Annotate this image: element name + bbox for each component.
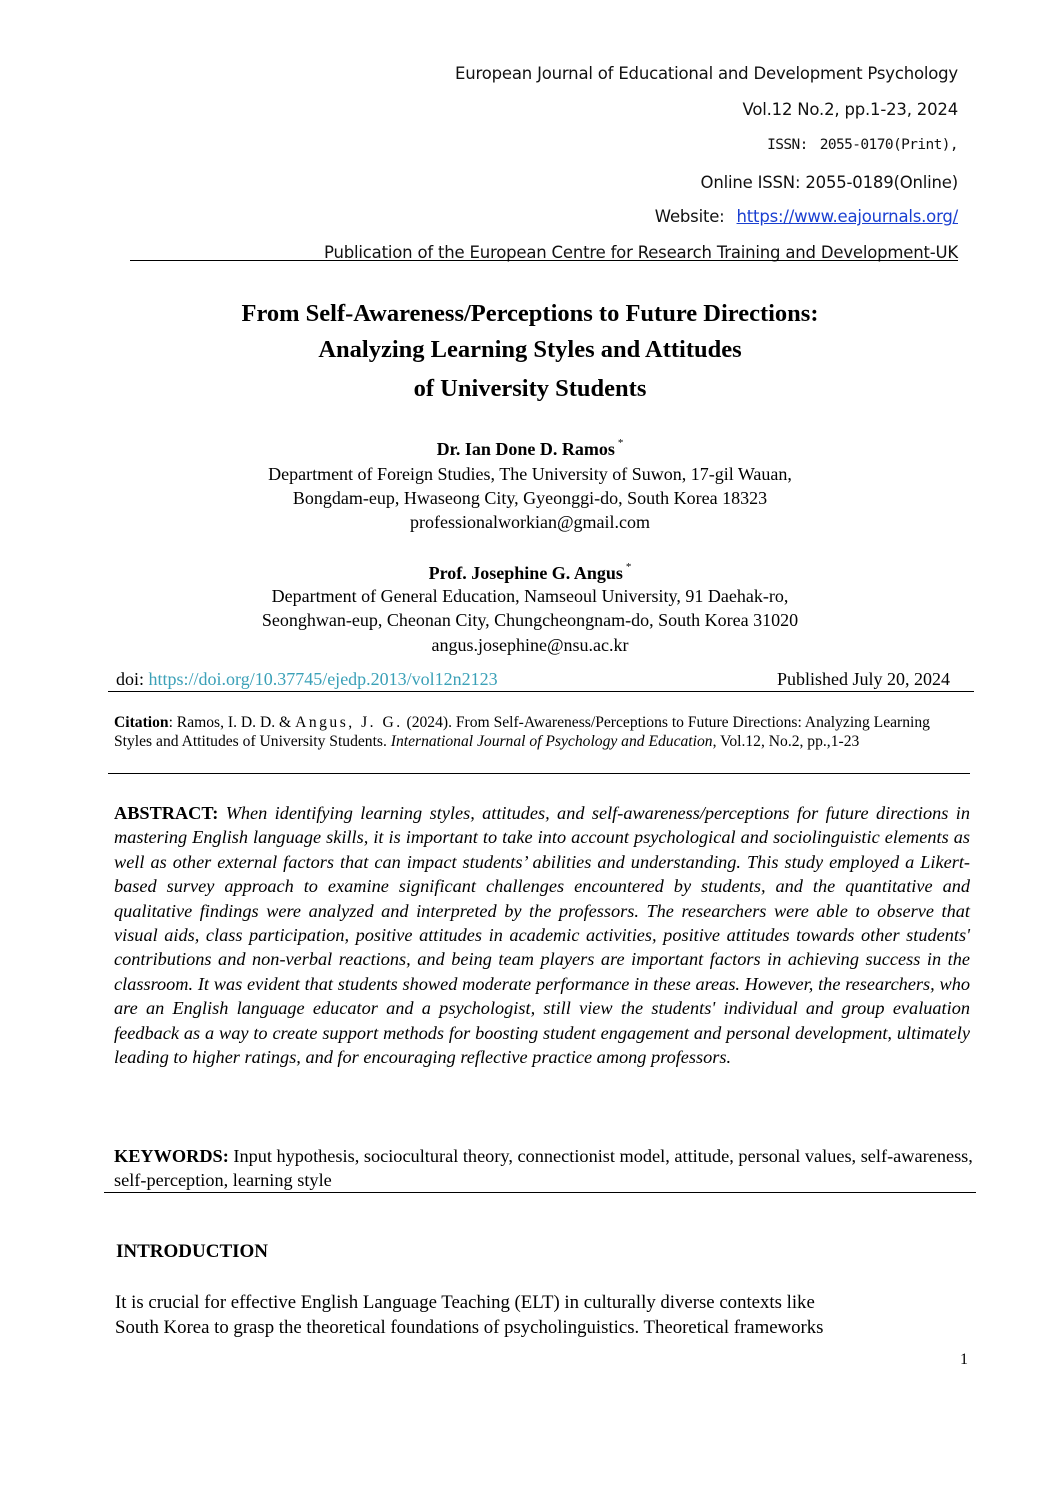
website-link[interactable]: https://www.eajournals.org/ — [736, 207, 958, 226]
issn-online: Online ISSN: 2055-0189(Online) — [700, 173, 958, 192]
website-label: Website: — [654, 207, 725, 226]
citation-journal: International Journal of Psychology and Education — [390, 733, 713, 750]
journal-volume: Vol.12 No.2, pp.1-23, 2024 — [742, 100, 958, 119]
issn-label: ISSN: — [767, 137, 808, 153]
author-1-affiliation-2: Bongdam-eup, Hwaseong City, Gyeonggi-do, South Korea 18323 — [292, 488, 768, 508]
issn-value: 2055-0170(Print), — [819, 137, 958, 153]
author-1-name: Dr. Ian Done D. Ramos — [436, 439, 615, 459]
keywords-divider — [104, 1192, 976, 1193]
citation-divider — [108, 773, 970, 774]
page-number: 1 — [960, 1351, 968, 1368]
journal-website — [655, 207, 958, 226]
paper-title-line-2: Analyzing Learning Styles and Attitudes — [318, 336, 742, 363]
author-2-name: Prof. Josephine G. Angus — [428, 563, 623, 583]
citation-tail: , Vol.12, No.2, pp.,1-23 — [712, 733, 860, 750]
citation-author-2: Angus, J. G. — [295, 714, 403, 731]
author-2-email: angus.josephine@nsu.ac.kr — [431, 635, 629, 655]
doi-link[interactable]: https://doi.org/10.37745/ejedp.2013/vol12n2123 — [148, 669, 498, 689]
author-1-mark: * — [617, 437, 624, 449]
keywords-label: KEYWORDS: — [114, 1146, 229, 1166]
citation — [114, 713, 970, 751]
journal-name: European Journal of Educational and Development Psychology — [455, 64, 958, 83]
doi-label: doi: — [116, 669, 145, 689]
author-1-email: professionalworkian@gmail.com — [409, 512, 651, 532]
introduction-body — [115, 1290, 970, 1340]
author-1-affiliation-1: Department of Foreign Studies, The University of Suwon, 17-gil Wauan, — [268, 464, 792, 484]
doi-divider — [108, 691, 974, 692]
author-2-affiliation-1: Department of General Education, Namseoul University, 91 Daehak-ro, — [271, 586, 789, 606]
paper-title-line-1: From Self-Awareness/Perceptions to Future Directions: — [241, 300, 819, 327]
citation-lead: : Ramos, I. D. D. & — [168, 714, 296, 731]
abstract-label: ABSTRACT: — [114, 803, 219, 823]
abstract-text: When identifying learning styles, attitudes, and self-awareness/perceptions for future directions in mastering English language skills, it is important to take into account psychological and sociolinguistic elements as well as other external factors that can impact students’ abilities and understanding. This study employed a Likert-based survey approach to examine significant challenges encountered by students, and the quantitative and qualitative findings were analyzed and interpreted by the professors. The researchers were able to observe that visual aids, class participation, positive attitudes in academic activities, positive attitudes towards other students' contributions and non-verbal reactions, and being team players are important factors in achieving success in the classroom. It was evident that students showed moderate performance in these areas. However, the researchers, who are an English language educator and a psychologist, still view the students' individual and group evaluation feedback as a way to create support methods for boosting student engagement and personal development, ultimately leading to higher ratings, and for encouraging reflective practice among professors. — [114, 803, 971, 1068]
author-2-affiliation-2: Seonghwan-eup, Cheonan City, Chungcheongnam-do, South Korea 31020 — [261, 610, 799, 630]
citation-text: (2024). From Self-Awareness/Perceptions to Future Directions: Analyzing Learning Styles and Attitudes of University Students. — [114, 714, 930, 750]
publisher-line: Publication of the European Centre for Research Training and Development-UK — [324, 243, 958, 262]
author-1-name-line — [0, 437, 1060, 460]
citation-label: Citation — [114, 714, 169, 731]
section-heading-introduction: INTRODUCTION — [116, 1241, 269, 1262]
issn-print — [767, 137, 958, 153]
introduction-line-2: South Korea to grasp the theoretical foundations of psycholinguistics. Theoretical frameworks — [115, 1317, 824, 1338]
published-date: Published July 20, 2024 — [776, 669, 950, 689]
keywords-text: Input hypothesis, sociocultural theory, connectionist model, attitude, personal values, self-awareness, self-perception, learning style — [114, 1146, 973, 1190]
author-2-name-line — [0, 561, 1060, 584]
keywords — [114, 1144, 976, 1192]
doi-line — [116, 669, 974, 690]
header-divider — [130, 260, 958, 261]
paper-title-line-3: of University Students — [413, 375, 647, 402]
abstract — [114, 801, 970, 1069]
author-2-mark: * — [625, 561, 632, 573]
introduction-line-1: It is crucial for effective English Language Teaching (ELT) in culturally diverse contexts like — [115, 1292, 815, 1313]
